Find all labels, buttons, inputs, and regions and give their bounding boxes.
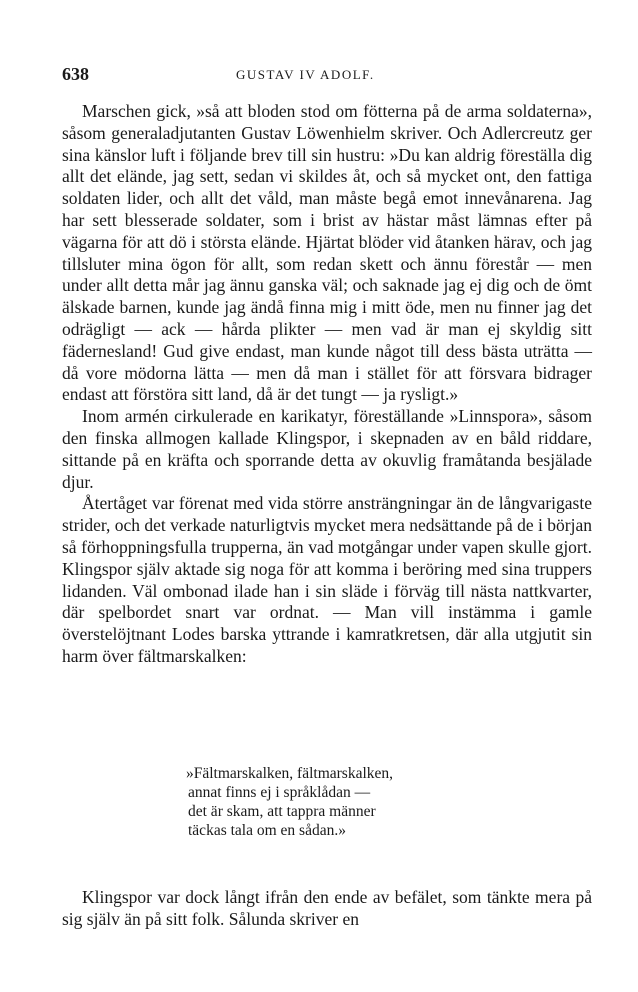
paragraph: Återtåget var förenat med vida större ansträngningar än de långvarigaste strider, och det verkade naturligtvis mycket mera nedsättande på de i början så förhoppningsfulla trupperna, än vad motgångar under vapen skulle gjort. Klingspor själv aktade sig noga för att komma i beröring med sina truppers lidanden. Väl ombonad ilade han i sin släde i förväg till nästa nattkvarter, där spelbordet snart var ordnat. — Man vill instämma i gamle överstelöjtnant Lodes barska yttrande i kamratkretsen, där alla utgjutit sin harm över fältmarskalken:: [62, 493, 592, 666]
verse-line: det är skam, att tappra männer: [188, 803, 376, 820]
running-title: GUSTAV IV ADOLF.: [236, 67, 375, 82]
page-header: [62, 64, 592, 86]
paragraph: Klingspor var dock långt ifrån den ende av befälet, som tänkte mera på sig själv än på sitt folk. Sålunda skriver en: [62, 887, 592, 929]
paragraph: Inom armén cirkulerade en karikatyr, föreställande »Linnspora», såsom den finska allmogen kallade Klingspor, i skepnaden av en båld riddare, sittande på en kräfta och sporrande detta av okuvlig framåtanda besjälade djur.: [62, 406, 592, 492]
body-text: [62, 101, 592, 668]
verse-line: annat finns ej i språklådan —: [188, 784, 371, 801]
closing-text: [62, 886, 592, 930]
paragraph: Marschen gick, »så att bloden stod om fötterna på de arma soldaterna», såsom generaladjutanten Gustav Löwenhielm skriver. Och Adlercreutz ger sina känslor luft i följande brev till sin hustru: »Du kan aldrig föreställa dig allt det elände, jag sett, sedan vi skildes åt, och så mycket ont, den fattiga soldaten lider, och allt det våld, man måste begå emot innevånarena. Jag har sett blesserade soldater, som i brist av hästar måst lämnas efter på vägarna för att dö i största elände. Hjärtat blöder vid åtanken härav, och jag tillsluter mina ögon för allt, som redan skett och ännu förestår — men under allt detta mår jag ännu ganska väl; och saknade jag ej dig och de ömt älskade barnen, kunde jag ändå finna mig i mitt öde, men nu finner jag det odrägligt — ack — hårda plikter — men vad är man ej skyldig sitt fädernesland! Gud give endast, man kunde något till dess bästa uträtta — då vore mödorna lätta — men då man i stället för att försvara bidrager endast att förstöra sitt land, då är det tungt — ja rysligt.»: [62, 101, 592, 405]
verse-block: [186, 764, 486, 840]
verse-line: »Fältmarskalken, fältmarskalken,: [186, 765, 394, 782]
verse-line: täckas tala om en sådan.»: [188, 822, 346, 839]
page-number: 638: [62, 64, 89, 84]
